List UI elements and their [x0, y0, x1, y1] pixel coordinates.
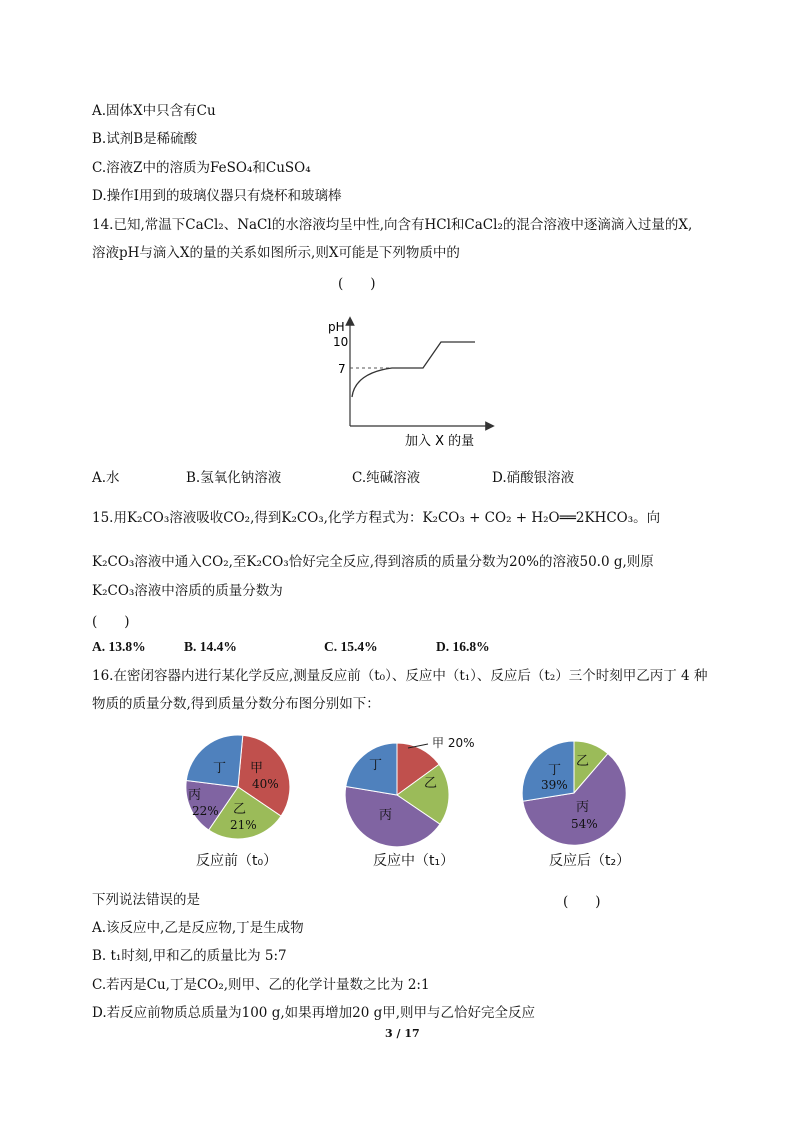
q15-option-d: D. 16.8%: [436, 639, 490, 654]
q15-stem-line3: K₂CO₃溶液中溶质的质量分数为: [92, 583, 283, 599]
q15-option-c: C. 15.4%: [324, 639, 378, 654]
pie-t1-caption: 反应中（t₁）: [373, 853, 455, 869]
pie-t2-label-yi: 乙: [576, 754, 590, 769]
q13-option-a: A.固体X中只含有Cu: [92, 103, 216, 119]
q14-stem-line2: 溶液pH与滴入X的量的关系如图所示,则X可能是下列物质中的: [92, 245, 460, 261]
q13-option-d: D.操作Ⅰ用到的玻璃仪器只有烧杯和玻璃棒: [92, 188, 342, 204]
pie-t0-label-jia-pct: 40%: [252, 777, 279, 791]
pie-chart-t2: [514, 731, 634, 851]
q14-ph-chart: [320, 313, 500, 453]
pie-t0-label-bing-pct: 22%: [192, 804, 219, 818]
q14-answer-paren: ( ): [338, 276, 376, 292]
pie-t0-caption: 反应前（t₀）: [196, 853, 278, 869]
pie-t1-callout-jia: 甲 20%: [432, 736, 475, 750]
pie-t1-label-ding: 丁: [369, 758, 383, 773]
q16-question: 下列说法错误的是: [92, 892, 200, 908]
q13-option-c: C.溶液Z中的溶质为FeSO₄和CuSO₄: [92, 160, 311, 176]
pie-t2-label-bing: 丙: [576, 800, 590, 815]
ph-chart-curve: [352, 342, 475, 397]
ph-chart-tick-7: 7: [338, 362, 346, 376]
q16-stem-line1: 16.在密闭容器内进行某化学反应,测量反应前（t₀）、反应中（t₁）、反应后（t₂）三个时刻甲乙丙丁 4 种: [92, 668, 708, 684]
pie-t2-label-ding: 丁: [548, 763, 562, 778]
pie-t0-label-jia: 甲: [250, 761, 264, 776]
q14-option-c: C.纯碱溶液: [352, 470, 421, 486]
q15-option-a: A. 13.8%: [92, 639, 146, 654]
pie-t1-label-yi: 乙: [424, 776, 438, 791]
q14-stem-line1: 14.已知,常温下CaCl₂、NaCl的水溶液均呈中性,向含有HCl和CaCl₂的混合溶液中逐滴滴入过量的X,: [92, 217, 693, 233]
pie-t0-label-yi-pct: 21%: [230, 818, 257, 832]
pie-t2-label-bing-pct: 54%: [571, 817, 598, 831]
pie-t2-caption: 反应后（t₂）: [549, 853, 631, 869]
q15-answer-paren: ( ): [92, 614, 130, 630]
ph-chart-tick-10: 10: [333, 335, 349, 349]
pie-t1-label-bing: 丙: [379, 808, 393, 823]
ph-chart-x-label: 加入 X 的量: [405, 434, 475, 449]
q16-option-d: D.若反应前物质总质量为100 g,如果再增加20 g甲,则甲与乙恰好完全反应: [92, 1005, 536, 1021]
q15-stem-line2: K₂CO₃溶液中通入CO₂,至K₂CO₃恰好完全反应,得到溶质的质量分数为20%的溶液50.0 g,则原: [92, 554, 654, 570]
q14-option-a: A.水: [92, 470, 120, 486]
q15-option-b: B. 14.4%: [184, 639, 237, 654]
pie-t0-label-yi: 乙: [233, 802, 247, 817]
q16-option-b: B. t₁时刻,甲和乙的质量比为 5:7: [92, 948, 287, 964]
q16-option-a: A.该反应中,乙是反应物,丁是生成物: [92, 920, 304, 936]
pie-t0-label-bing: 丙: [188, 788, 202, 803]
q14-option-b: B.氢氧化钠溶液: [186, 470, 282, 486]
q16-option-c: C.若丙是Cu,丁是CO₂,则甲、乙的化学计量数之比为 2:1: [92, 977, 430, 993]
pie-chart-t1: [340, 727, 510, 857]
q16-stem-line2: 物质的质量分数,得到质量分数分布图分别如下：: [92, 696, 380, 712]
q16-answer-paren: ( ): [563, 894, 601, 910]
ph-chart-y-label: pH: [328, 320, 345, 334]
pie-chart-t0: [178, 727, 298, 847]
q14-option-d: D.硝酸银溶液: [492, 470, 575, 486]
page-number: 3 / 17: [385, 1027, 420, 1040]
pie-t0-label-ding: 丁: [213, 761, 227, 776]
pie-t2-label-ding-pct: 39%: [541, 778, 568, 792]
q13-option-b: B.试剂B是稀硫酸: [92, 131, 198, 147]
q15-stem-line1: 15.用K₂CO₃溶液吸收CO₂,得到K₂CO₃,化学方程式为：K₂CO₃ + CO₂ + H₂O══2KHCO₃。向: [92, 510, 661, 526]
